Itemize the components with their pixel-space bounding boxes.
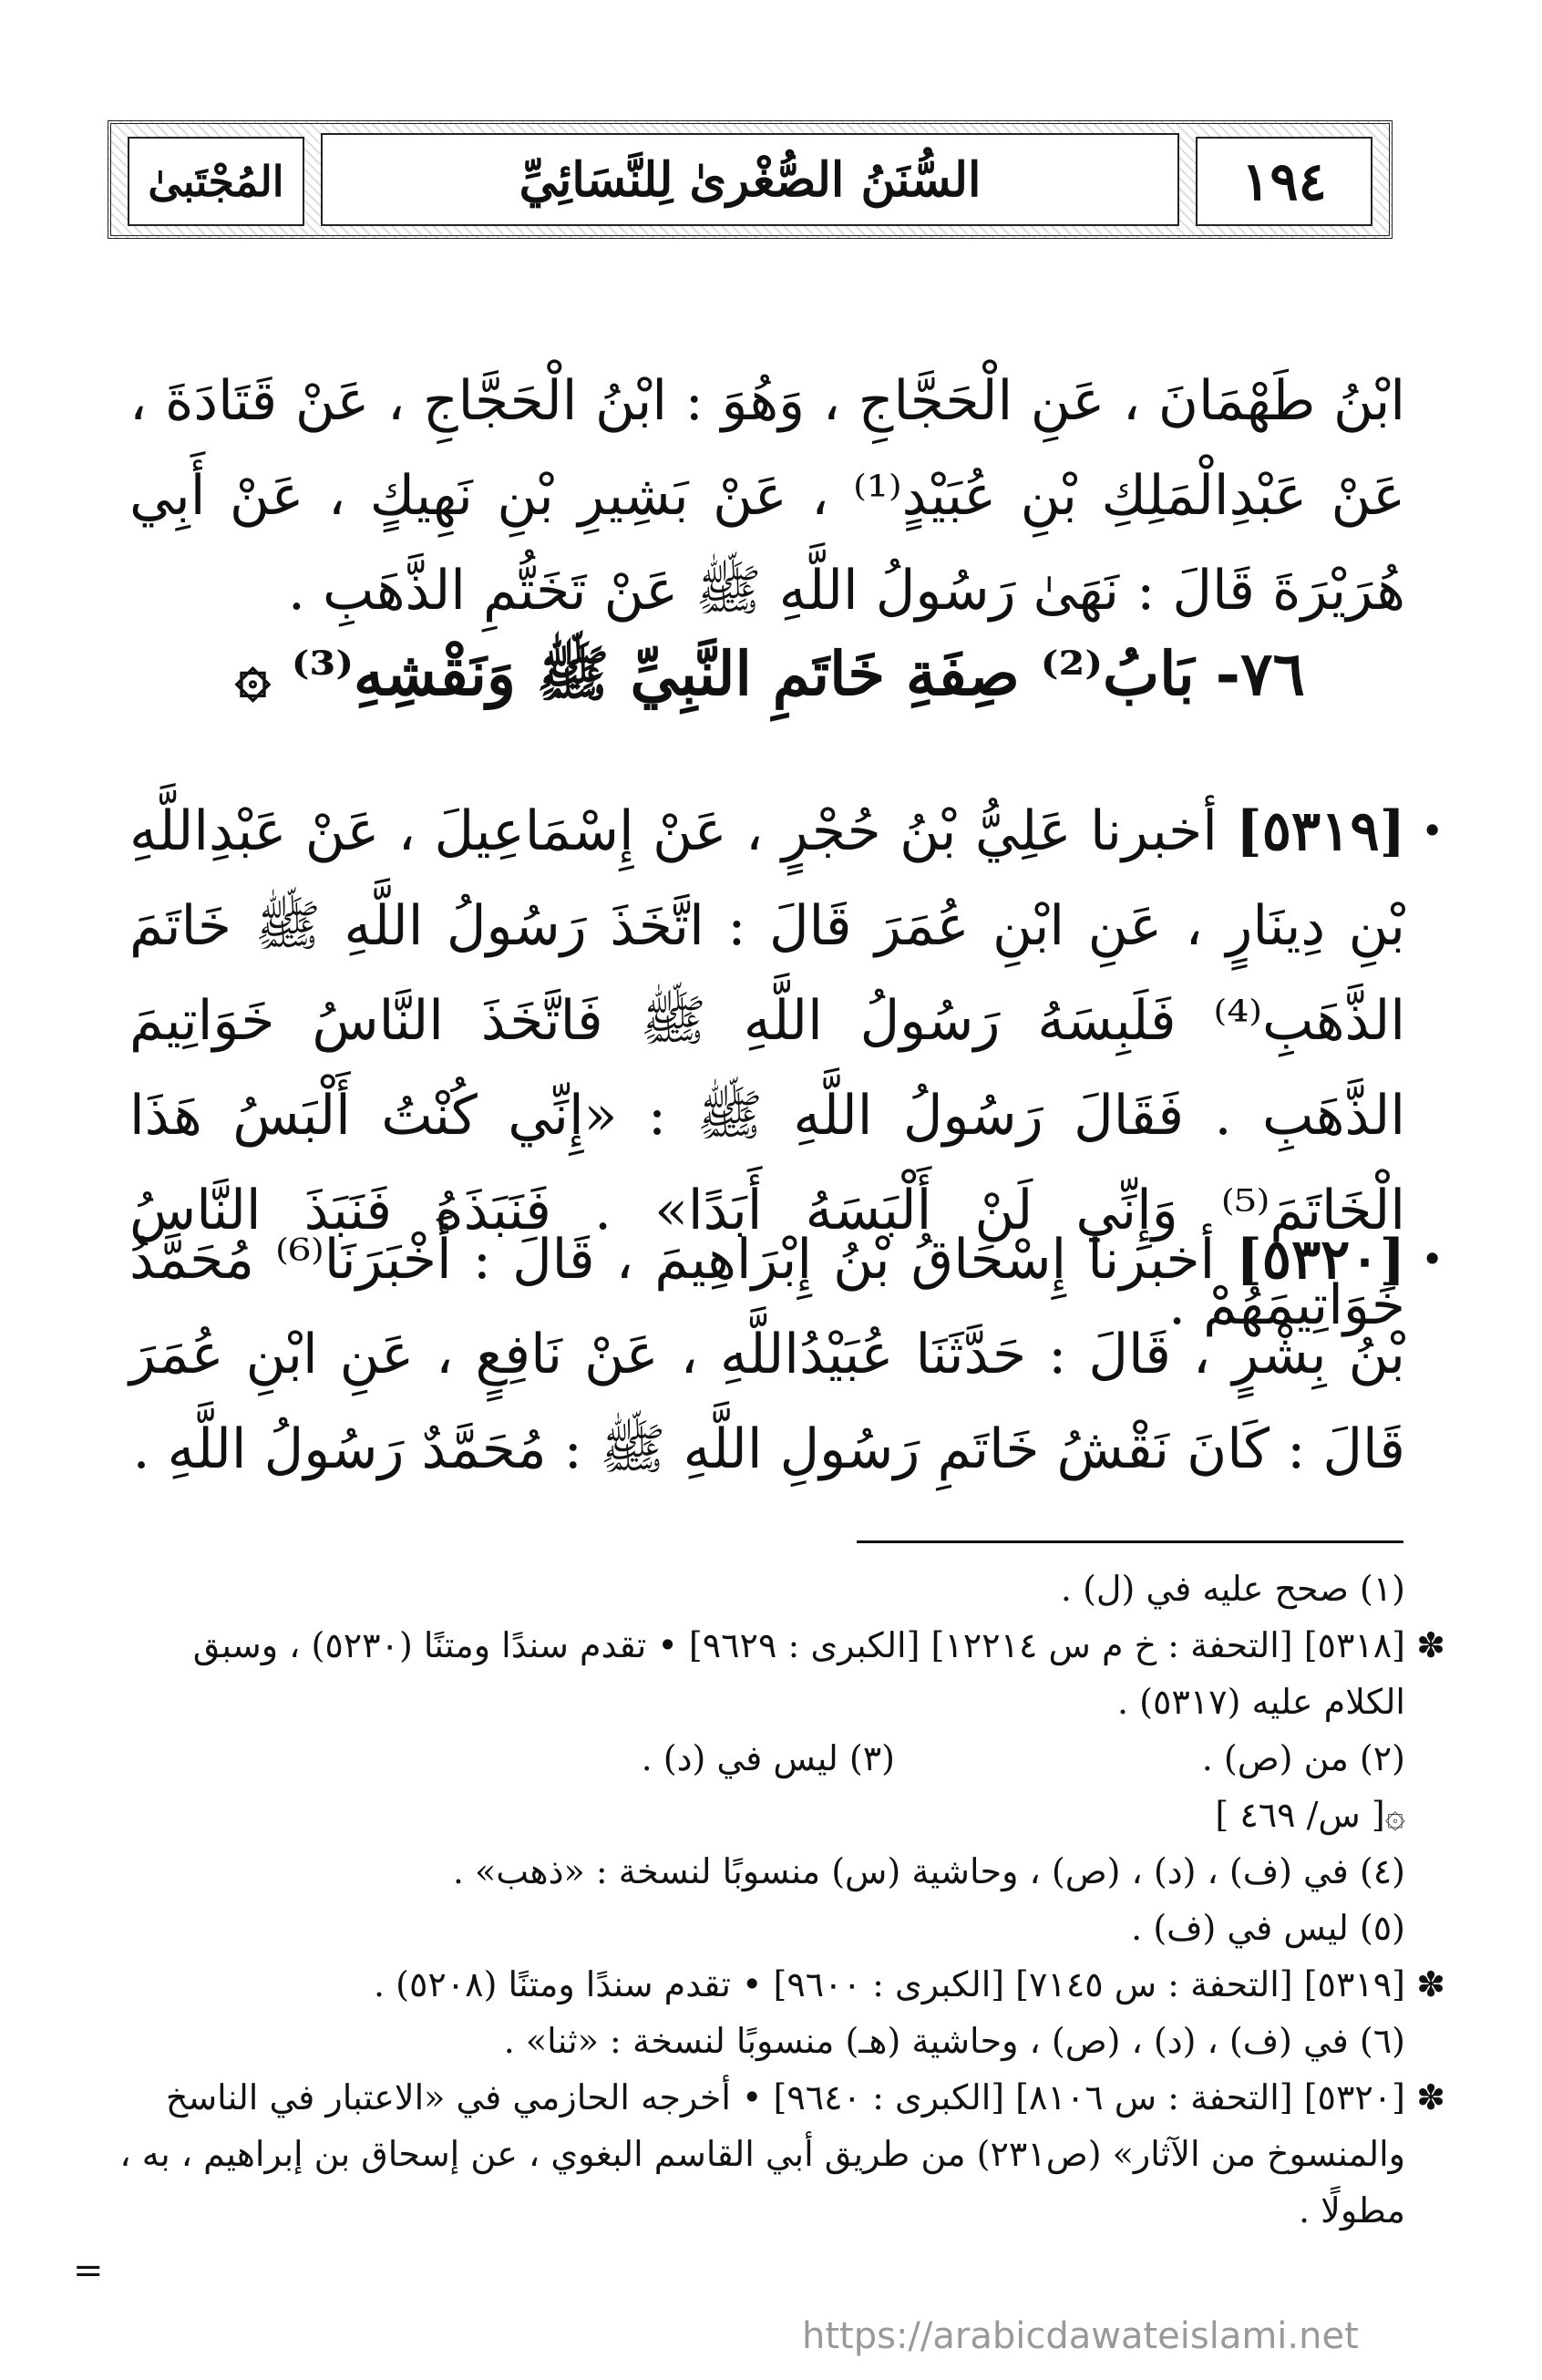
- footnote-6: (٦) في (ف) ، (د) ، (ص) ، وحاشية (هـ) منسوبًا لنسخة : «ثنا» .: [503, 2021, 1405, 2061]
- footnote-5318: ✽ [٥٣١٨] [التحفة : خ م س ١٢٢١٤] [الكبرى : ٩٦٢٩] • تقدم سندًا ومتنًا (٥٢٣٠) ، وسبق الكلام عليه (٥٣١٧) .: [111, 1617, 1405, 1730]
- hadith-5320: [129, 1212, 1444, 1497]
- hadith-text: أخبرنا إِسْحَاقُ بْنُ إِبْرَاهِيمَ ، قَالَ : أَخْبَرَنَا⁽⁶⁾ مُحَمَّدُ بْنُ بِشْرٍ ، قَالَ : حَدَّثَنَا عُبَيْدُاللَّهِ ، عَنْ نَافِعٍ ، عَنِ ابْنِ عُمَرَ قَالَ : كَانَ نَقْشُ خَاتَمِ رَسُولِ اللَّهِ ﷺ : مُحَمَّدٌ رَسُولُ اللَّهِ .: [129, 1228, 1405, 1481]
- header-title-box: [321, 133, 1179, 226]
- bullet-icon: •: [1421, 809, 1444, 853]
- book-name: المُجْتَبىٰ: [128, 137, 304, 226]
- footnotes: [111, 1561, 1445, 2239]
- chapter-heading: ٧٦- بَابُ⁽²⁾ صِفَةِ خَاتَمِ النَّبِيِّ ﷺ وَنَقْشِهِ⁽³⁾ ۞: [235, 638, 1305, 709]
- star-icon: ✽: [1416, 1964, 1445, 2004]
- footnote-5: (٥) ليس في (ف) .: [1131, 1908, 1405, 1948]
- footnote-5319: ✽ [٥٣١٩] [التحفة : س ٧١٤٥] [الكبرى : ٩٦٠٠] • تقدم سندًا ومتنًا (٥٢٠٨) .: [111, 1956, 1405, 2013]
- footnote-2: (٢) من (ص) .: [1201, 1738, 1405, 1778]
- hadith-number: [٥٣١٩]: [1236, 799, 1405, 863]
- footnote-5320: ✽ [٥٣٢٠] [التحفة : س ٨١٠٦] [الكبرى : ٩٦٤٠] • أخرجه الحازمي في «الاعتبار في الناسخ والمنسوخ من الآثار» (ص٢٣١) من طريق أبي القاسم البغوي ، عن إسحاق بن إبراهيم ، به ، مطولًا .: [111, 2069, 1405, 2239]
- page-reference: ۞[ س/ ٤٦٩ ]: [1215, 1795, 1405, 1835]
- page-header: [108, 120, 1393, 239]
- page-number: ١٩٤: [1196, 137, 1372, 226]
- watermark: https://arabicdawateislami.net: [802, 2315, 1359, 2357]
- star-icon: ✽: [1416, 1625, 1445, 1665]
- page-title: السُّنَنُ الصُّغْرىٰ لِلنَّسَائِيِّ: [519, 151, 982, 208]
- star-icon: ✽: [1416, 2077, 1445, 2117]
- intro-paragraph: ابْنُ طَهْمَانَ ، عَنِ الْحَجَّاجِ ، وَهُوَ : ابْنُ الْحَجَّاجِ ، عَنْ قَتَادَةَ ، عَنْ عَبْدِالْمَلِكِ بْنِ عُبَيْدٍ⁽¹⁾ ، عَنْ بَشِيرِ بْنِ نَهِيكٍ ، عَنْ أَبِي هُرَيْرَةَ قَالَ : نَهَىٰ رَسُولُ اللَّهِ ﷺ عَنْ تَخَتُّمِ الذَّهَبِ .: [129, 369, 1405, 623]
- footnote-3: (٣) ليس في (د) .: [641, 1738, 895, 1778]
- bullet-icon: •: [1421, 1237, 1444, 1282]
- hadith-text: أخبرنا عَلِيُّ بْنُ حُجْرٍ ، عَنْ إِسْمَاعِيلَ ، عَنْ عَبْدِاللَّهِ بْنِ دِينَارٍ ، عَنِ ابْنِ عُمَرَ قَالَ : اتَّخَذَ رَسُولُ اللَّهِ ﷺ خَاتَمَ الذَّهَبِ⁽⁴⁾ فَلَبِسَهُ رَسُولُ اللَّهِ ﷺ فَاتَّخَذَ النَّاسُ خَوَاتِيمَ الذَّهَبِ . فَقَالَ رَسُولُ اللَّهِ ﷺ : «إِنِّي كُنْتُ أَلْبَسُ هَذَا الْخَاتَمَ⁽⁵⁾ وَإِنِّي لَنْ أَلْبَسَهُ أَبَدًا» . فَنَبَذَهُ فَنَبَذَ النَّاسُ خَوَاتِيمَهُمْ .: [129, 799, 1405, 1337]
- footnote-1: (١) صحح عليه في (ل) .: [1060, 1569, 1405, 1609]
- continuation-mark: =: [73, 2250, 104, 2292]
- hadith-number: [٥٣٢٠]: [1236, 1228, 1406, 1292]
- footnote-2-3: [111, 1730, 1405, 1787]
- footnote-4: (٤) في (ف) ، (د) ، (ص) ، وحاشية (س) منسوبًا لنسخة : «ذهب» .: [452, 1851, 1405, 1891]
- footnote-divider: [857, 1540, 1403, 1543]
